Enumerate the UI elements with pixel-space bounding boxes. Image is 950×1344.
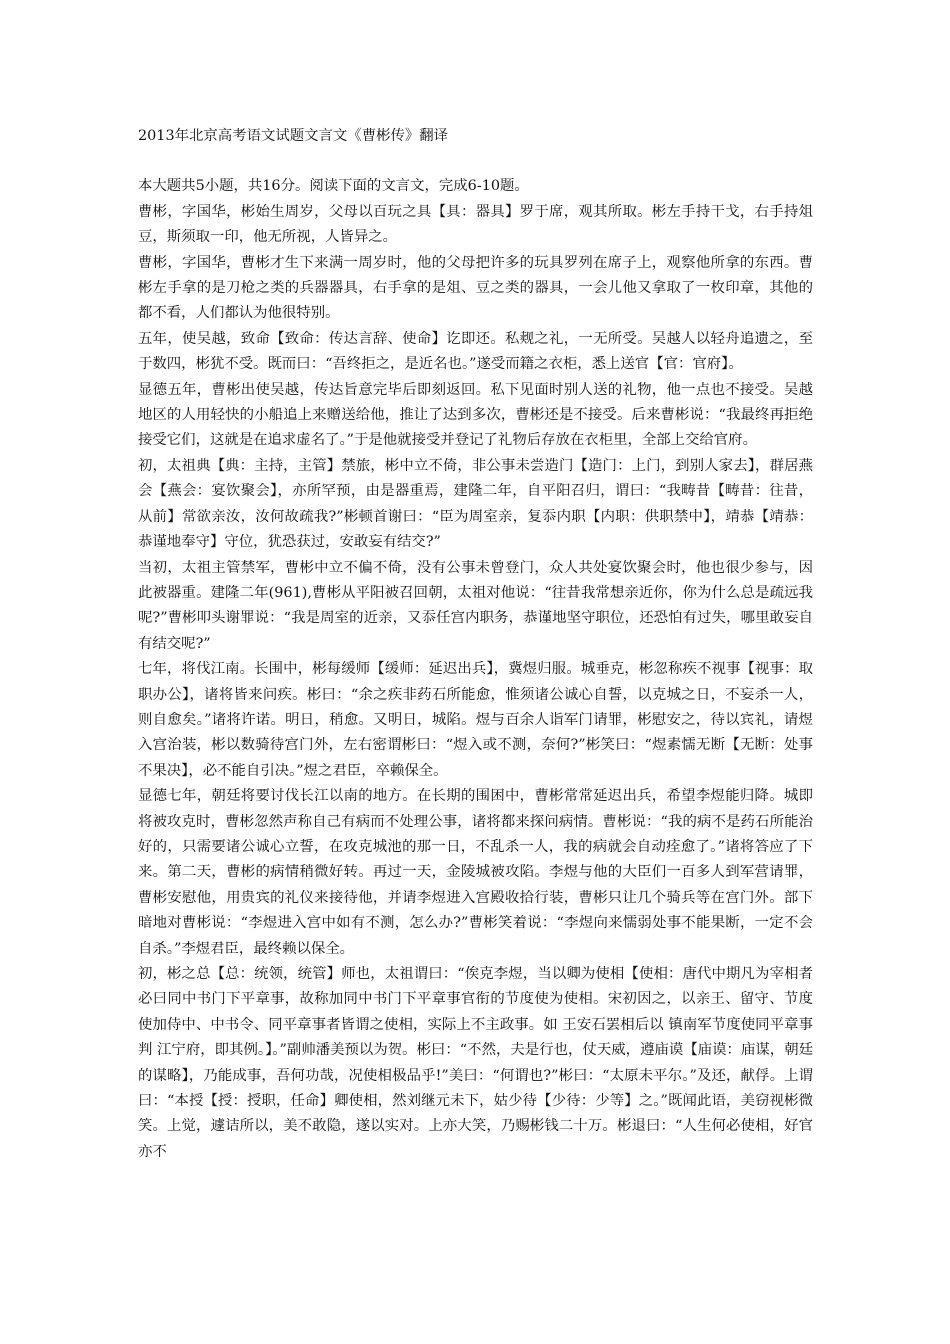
paragraph-original-2: 五年，使吴越，致命【致命：传达言辞、使命】讫即还。私觌之礼，一无所受。吴越人以轻舟追遗之，至于数四，彬犹不受。既而曰：“吾终拒之，是近名也。”遂受而籍之衣柜，悉上送官【官：官府】。 — [138, 330, 813, 373]
document-page — [138, 124, 813, 1165]
paragraph-original-4: 七年，将伐江南。长围中，彬每缓师【缓师：延迟出兵】，冀煜归服。城垂克，彬忽称疾不视事【视事：取职办公】，诸将皆来问疾。彬曰：“余之疾非药石所能愈，惟须诸公诚心自誓，以克城之日，不妄杀一人，则自愈矣。”诸将许诺。明日，稍愈。又明日，城陷。煜与百余人诣军门请罪，彬慰安之，待以宾礼，请煜入宫治装，彬以数骑待宫门外，左右密谓彬曰：“煜入或不测，奈何?”彬笑曰：“煜素懦无断【无断：处事不果决】，必不能自引决。”煜之君臣，卒赖保全。 — [138, 661, 813, 779]
paragraph-translation-3: 当初，太祖主管禁军，曹彬中立不偏不倚，没有公事未曾登门，众人共处宴饮聚会时，他也很少参与，因此被器重。建隆二年(961),曹彬从平阳被召回朝，太祖对他说：“往昔我常想亲近你，你为什么总是疏远我呢?”曹彬叩头谢罪说：“我是周室的近亲，又忝任宫内职务，恭谨地坚守职位，还恐怕有过失，哪里敢妄自有结交呢?” — [138, 559, 813, 652]
paragraph-original-3: 初，太祖典【典：主持，主管】禁旅，彬中立不倚，非公事未尝造门【造门：上门，到别人家去】，群居燕会【燕会：宴饮聚会】，亦所罕预，由是器重焉，建隆二年，自平阳召归，谓曰：“我畴昔【畴昔：往昔，从前】常欲亲汝，汝何故疏我?”彬顿首谢曰：“臣为周室亲，复忝内职【内职：供职禁中】，靖恭【靖恭：恭谨地奉守】守位，犹恐获过，安敢妄有结交?” — [138, 457, 813, 551]
intro-paragraph: 本大题共5小题，共16分。阅读下面的文言文，完成6-10题。 — [138, 178, 529, 195]
paragraph-original-1: 曹彬，字国华，彬始生周岁，父母以百玩之具【具：器具】罗于席，观其所取。彬左手持干戈，右手持俎豆，斯须取一印，他无所视，人皆异之。 — [138, 203, 813, 246]
paragraph-translation-4: 显德七年，朝廷将要讨伐长江以南的地方。在长期的围困中，曹彬常常延迟出兵，希望李煜能归降。城即将被攻克时，曹彬忽然声称自己有病而不处理公事，诸将都来探问病情。曹彬说：“我的病不是药石所能治好的，只需要诸公诚心立誓，在攻克城池的那一日，不乱杀一人，我的病就会自动痊愈了。”诸将答应了下来。第二天，曹彬的病情稍微好转。再过一天，金陵城被攻陷。李煜与他的大臣们一百多人到军营请罪，曹彬安慰他，用贵宾的礼仪来接待他，并请李煜进入宫殿收拾行装，曹彬只让几个骑兵等在宫门外。部下暗地对曹彬说：“李煜进入宫中如有不测，怎么办?”曹彬笑着说：“李煜向来懦弱处事不能果断，一定不会自杀。”李煜君臣，最终赖以保全。 — [138, 788, 813, 957]
paragraph-translation-2: 显德五年，曹彬出使吴越，传达旨意完毕后即刻返回。私下见面时别人送的礼物，他一点也不接受。吴越地区的人用轻快的小船追上来赠送给他，推让了达到多次，曹彬还是不接受。后来曹彬说：“我最终再拒绝接受它们，这就是在追求虚名了。”于是他就接受并登记了礼物后存放在衣柜里，全部上交给官府。 — [138, 381, 813, 449]
paragraph-translation-1: 曹彬，字国华，曹彬才生下来满一周岁时，他的父母把许多的玩具罗列在席子上，观察他所拿的东西。曹彬左手拿的是刀枪之类的兵器器具，右手拿的是俎、豆之类的器具，一会儿他又拿取了一枚印章，其他的都不看，人们都认为他很特别。 — [138, 254, 813, 322]
document-title: 2013年北京高考语文试题文言文《曹彬传》翻译 — [138, 128, 449, 144]
paragraph-original-5: 初，彬之总【总：统领，统管】师也，太祖谓曰：“俟克李煜，当以卿为使相【使相：唐代中期凡为宰相者必曰同中书门下平章事，故称加同中书门下平章事官衔的节度使为使相。宋初因之，以亲王、留守、节度使加侍中、中书令、同平章事者皆谓之使相，实际上不主政事。如 王安石罢相后以 镇南军节度使同平章事判 江宁府，即其例。】。”副帅潘美预以为贺。彬曰：“不然，夫是行也，仗天威，遵庙谟【庙谟：庙谋，朝廷的谋略】，乃能成事，吾何功哉，况使相极品乎!”美曰：“何谓也?”彬曰：“太原未平尔。”及还，献俘。上谓曰：“本授【授：授职，任命】卿使相，然刘继元未下，姑少待【少待：少等】之。”既闻此语，美窃视彬微笑。上觉，遽诘所以，美不敢隐，遂以实对。上亦大笑，乃赐彬钱二十万。彬退曰：“人生何必使相，好官亦不 — [138, 966, 813, 1160]
